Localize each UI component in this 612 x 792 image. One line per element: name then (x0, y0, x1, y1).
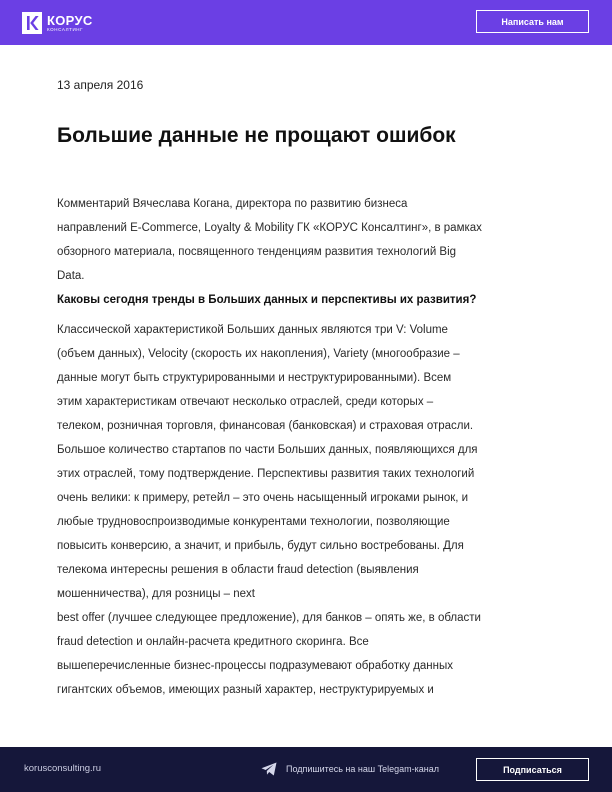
intro-paragraph (57, 192, 557, 312)
body-line: телеком, розничная торговля, финансовая (банковская) и страховая отрасли. (57, 420, 474, 432)
article-title: Большие данные не прощают ошибок (57, 124, 456, 147)
article-date: 13 апреля 2016 (57, 78, 144, 92)
body-line: телекома интересны решения в области fraud detection (выявления (57, 564, 419, 576)
top-header (0, 0, 612, 45)
site-link[interactable]: korusconsulting.ru (24, 763, 102, 774)
korus-logo-icon (22, 12, 42, 34)
korus-logo[interactable] (22, 11, 93, 35)
intro-line: направлений E-Commerce, Loyalty & Mobility ГК «КОРУС Консалтинг», в рамках (57, 222, 482, 234)
body-line: данные могут быть структурированными и неструктурированными). Всем (57, 372, 452, 384)
telegram-subscribe-text[interactable]: Подпишитесь на наш Telegam-канал (286, 764, 439, 774)
body-line: повысить конверсию, а значит, и прибыль, будут сильно востребованы. Для (57, 540, 464, 552)
body-line: (объем данных), Velocity (скорость их накопления), Variety (многообразие – (57, 348, 460, 360)
subscribe-button[interactable]: Подписаться (476, 758, 589, 781)
logo-name: КОРУС (47, 12, 93, 28)
body-line: этих отраслей, тому подтверждение. Перспективы развития таких технологий (57, 468, 475, 480)
body-line: этим характеристикам отвечают несколько отраслей, среди которых – (57, 396, 434, 408)
body-line: гигантских объемов, имеющих разный характер, неструктурируемых и (57, 684, 434, 696)
body-line: Классической характеристикой Больших данных являются три V: Volume (57, 324, 448, 336)
body-line: любые трудновоспроизводимые конкурентами технологии, позволяющие (57, 516, 450, 528)
body-line: Большое количество стартапов по части Больших данных, появляющихся для (57, 444, 478, 456)
question-heading: Каковы сегодня тренды в Больших данных и перспективы их развития? (57, 294, 477, 306)
logo-subtitle: КОНСАЛТИНГ (47, 26, 84, 32)
body-line: fraud detection и онлайн-расчета кредитного скоринга. Все (57, 636, 369, 648)
footer-bar (0, 747, 612, 792)
body-line: best offer (лучшее следующее предложение), для банков – опять же, в области (57, 612, 481, 624)
body-paragraph (57, 318, 557, 702)
write-us-button[interactable]: Написать нам (476, 10, 589, 33)
intro-line: обзорного материала, посвященного тенденциям развития технологий Big (57, 246, 457, 258)
telegram-icon[interactable] (261, 762, 277, 776)
body-line: очень велики: к примеру, ретейл – это очень насыщенный игроками рынок, и (57, 492, 469, 504)
body-line: мошенничества), для розницы – next (57, 588, 255, 600)
article-body (57, 192, 557, 702)
intro-line: Data. (57, 270, 85, 282)
intro-line: Комментарий Вячеслава Когана, директора по развитию бизнеса (57, 198, 408, 210)
body-line: вышеперечисленные бизнес-процессы подразумевают обработку данных (57, 660, 454, 672)
